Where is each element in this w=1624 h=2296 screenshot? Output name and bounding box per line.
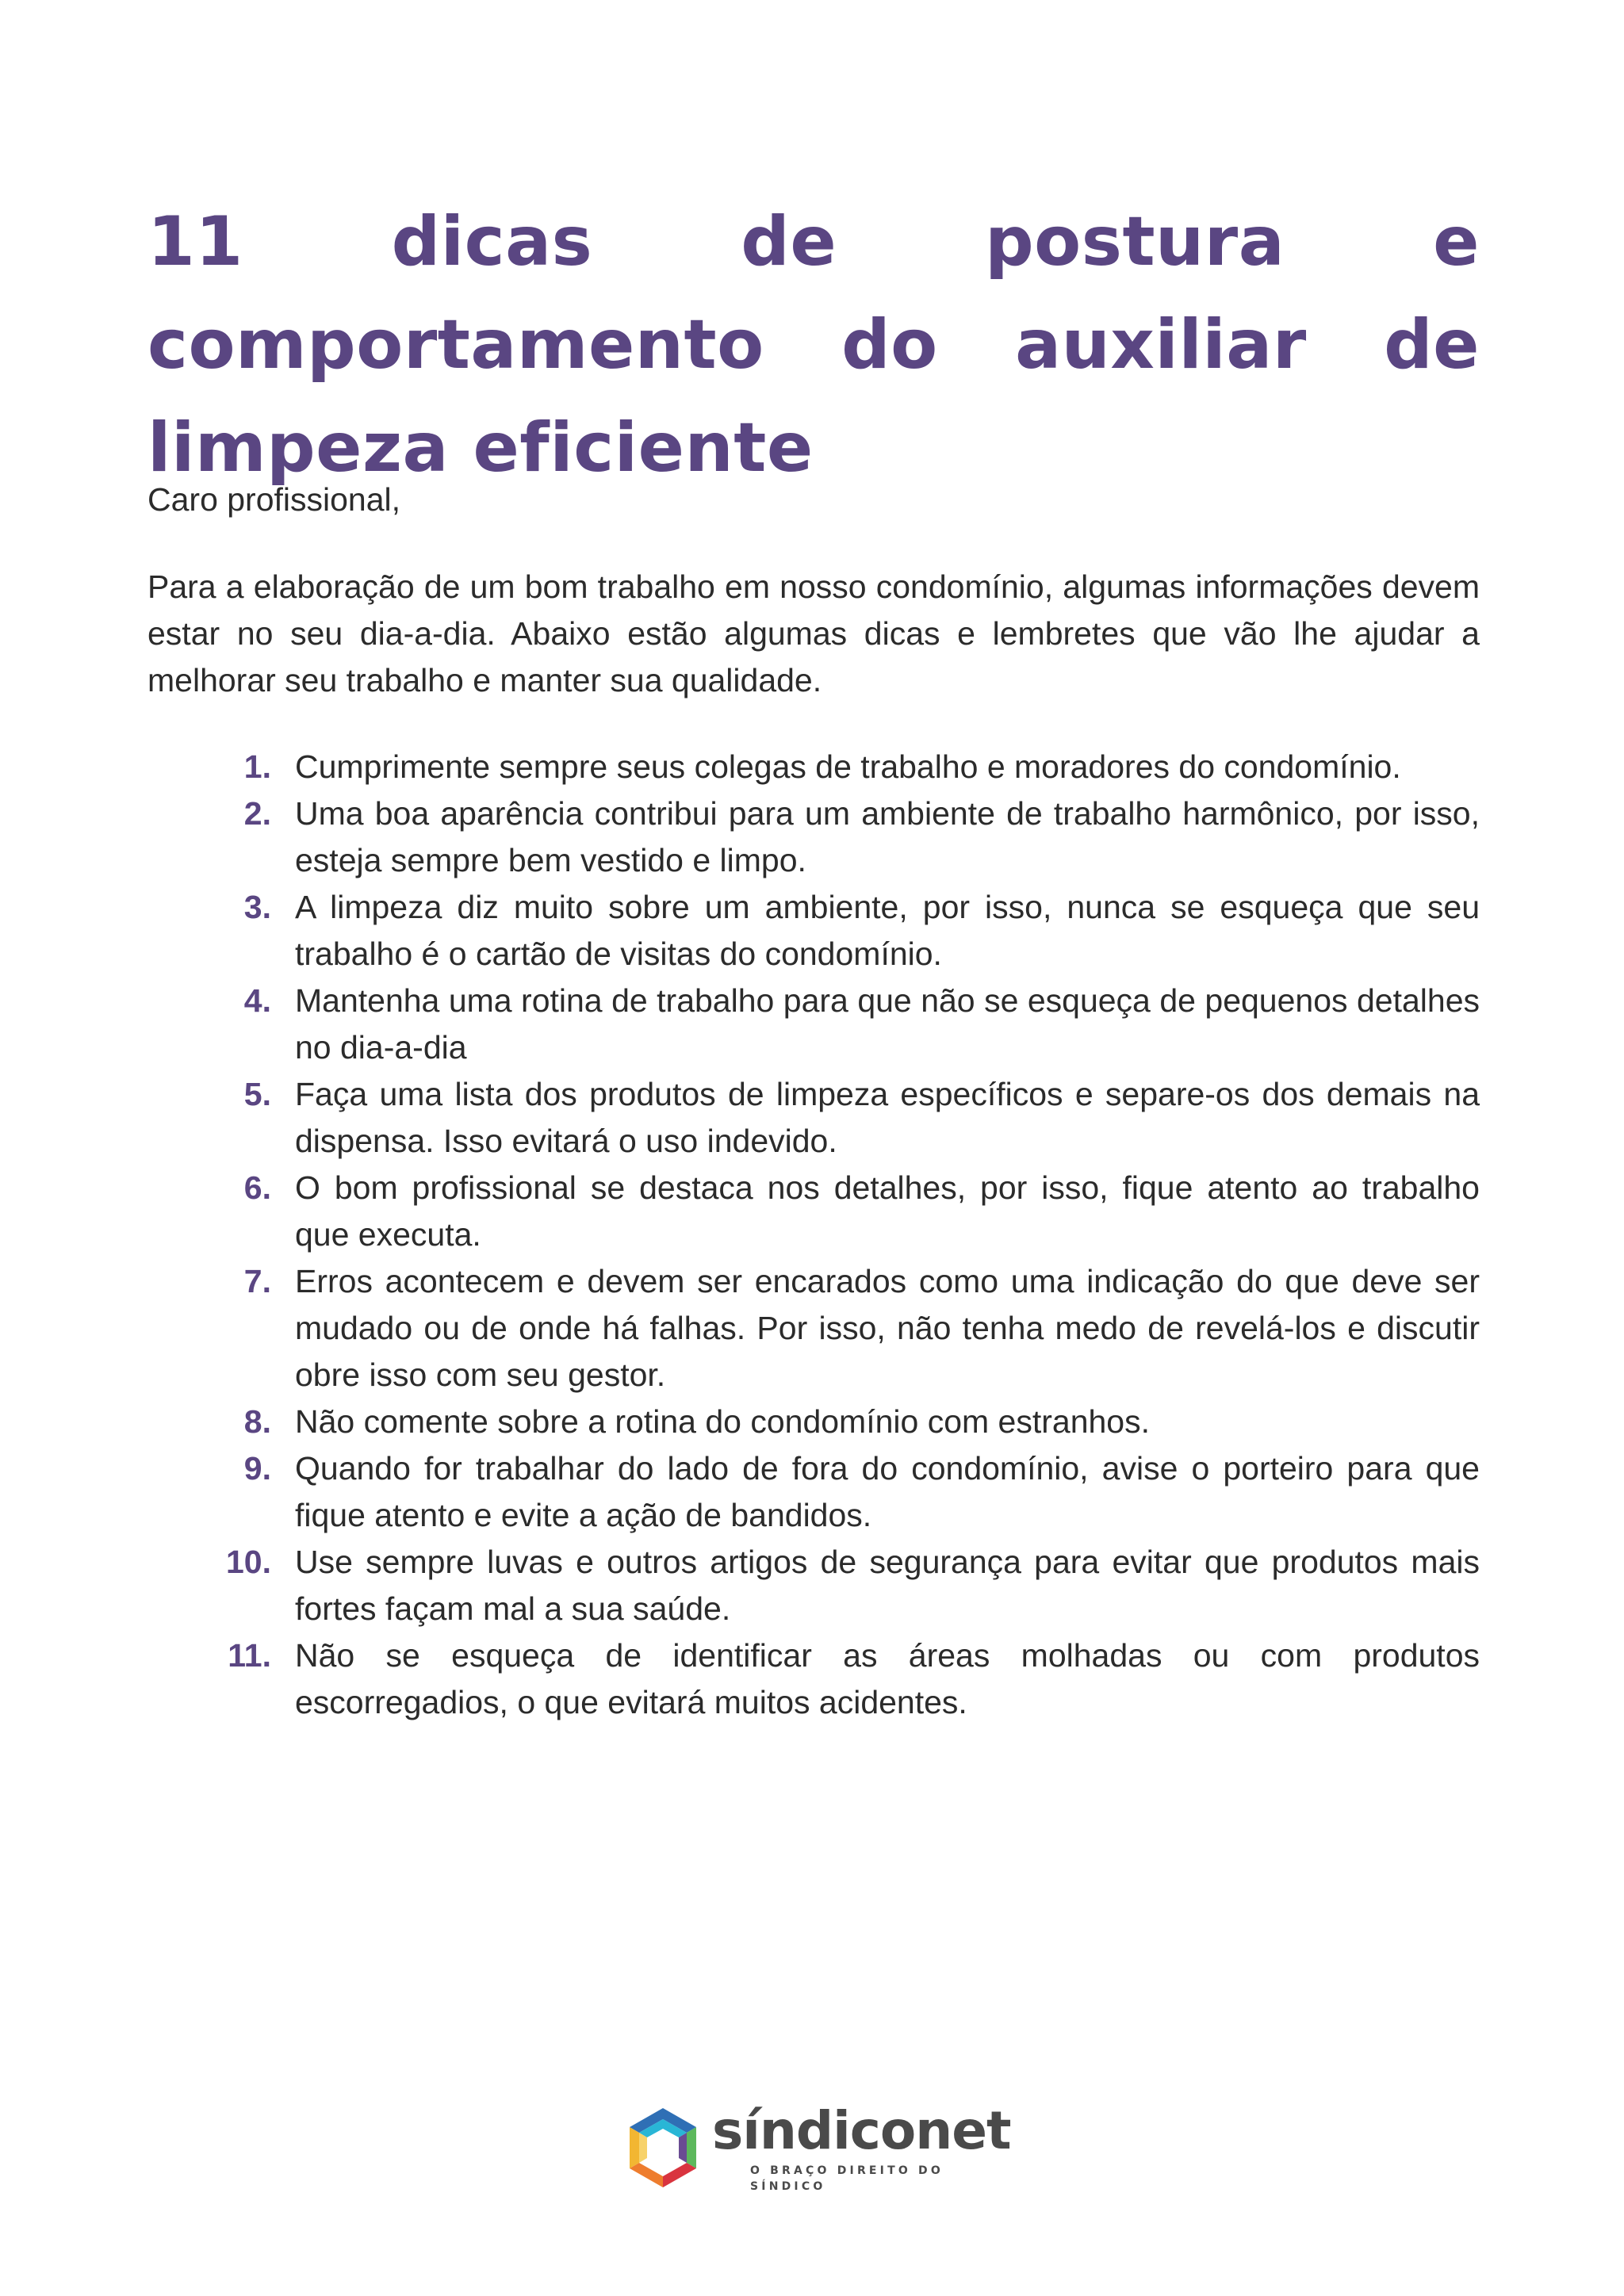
tip-text: Uma boa aparência contribui para um ambiente de trabalho harmônico, por isso, esteja sempre bem vestido e limpo. — [295, 795, 1480, 878]
tip-number: 5. — [243, 1076, 271, 1112]
tip-item — [147, 1165, 1480, 1258]
tip-item — [147, 1539, 1480, 1632]
tip-number: 11. — [228, 1637, 271, 1674]
tip-item — [147, 1399, 1480, 1445]
tip-number: 6. — [243, 1169, 271, 1206]
page-title: 11 dicas de postura e comportamento do auxiliar de limpeza eficiente — [147, 202, 1480, 488]
tip-number: 1. — [243, 748, 271, 785]
tip-text: Erros acontecem e devem ser encarados como uma indicação do que deve ser mudado ou de onde há falhas. Por isso, não tenha medo de revelá-los e discutir obre isso com seu gestor. — [295, 1263, 1480, 1393]
sindiconet-logo — [623, 2100, 1011, 2193]
tip-text: Não comente sobre a rotina do condomínio com estranhos. — [295, 1403, 1150, 1440]
logo-name: síndiconet — [712, 2100, 1011, 2161]
tip-item — [147, 744, 1480, 790]
intro-paragraph: Para a elaboração de um bom trabalho em nosso condomínio, algumas informações devem estar no seu dia-a-dia. Abaixo estão algumas dicas e lembretes que vão lhe ajudar a melhorar seu trabalho e manter sua qualidade. — [147, 568, 1480, 698]
tip-text: Mantenha uma rotina de trabalho para que não se esqueça de pequenos detalhes no dia-a-dia — [295, 982, 1480, 1066]
tips-list — [147, 744, 1480, 1726]
tip-text: Cumprimente sempre seus colegas de trabalho e moradores do condomínio. — [295, 748, 1401, 785]
tip-number: 8. — [243, 1403, 271, 1440]
greeting-text: Caro profissional, — [147, 481, 401, 518]
tip-text: O bom profissional se destaca nos detalhes, por isso, fique atento ao trabalho que executa. — [295, 1169, 1480, 1253]
logo-tagline: O BRAÇO DIREITO DO SÍNDICO — [750, 2164, 944, 2193]
tip-text: Quando for trabalhar do lado de fora do condomínio, avise o porteiro para que fique atento e evite a ação de bandidos. — [295, 1450, 1480, 1533]
tip-number: 4. — [243, 982, 271, 1019]
logo-wordmark — [712, 2100, 1011, 2195]
tip-item — [147, 1071, 1480, 1165]
tip-item — [147, 1258, 1480, 1399]
tip-item — [147, 978, 1480, 1071]
tip-number: 2. — [243, 795, 271, 832]
tip-text: Use sempre luvas e outros artigos de segurança para evitar que produtos mais fortes façam mal a sua saúde. — [295, 1544, 1480, 1627]
tip-text: Faça uma lista dos produtos de limpeza específicos e separe-os dos demais na dispensa. Isso evitará o uso indevido. — [295, 1076, 1480, 1159]
tip-item — [147, 790, 1480, 884]
tip-text: Não se esqueça de identificar as áreas molhadas ou com produtos escorregadios, o que evitará muitos acidentes. — [295, 1637, 1480, 1720]
tip-number: 7. — [243, 1263, 271, 1299]
tip-text: A limpeza diz muito sobre um ambiente, por isso, nunca se esqueça que seu trabalho é o cartão de visitas do condomínio. — [295, 889, 1480, 972]
tip-item — [147, 1632, 1480, 1726]
tip-item — [147, 884, 1480, 978]
tip-item — [147, 1445, 1480, 1539]
tip-number: 10. — [226, 1544, 271, 1580]
hexagon-cube-logo-icon — [623, 2105, 703, 2192]
tip-number: 9. — [243, 1450, 271, 1487]
tip-number: 3. — [243, 889, 271, 925]
